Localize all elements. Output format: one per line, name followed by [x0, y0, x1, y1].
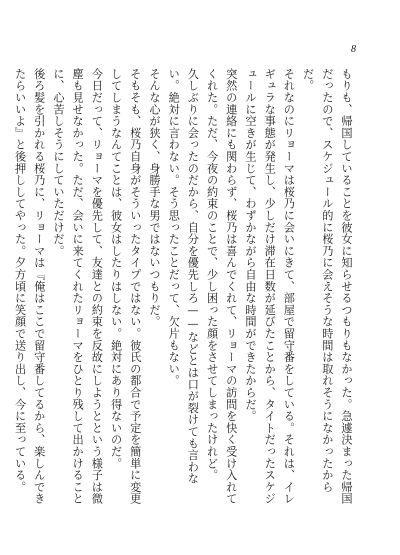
paragraph: 今日だって、リョーマを優先して、友達との約束を反故にしようとという様子は微塵も見せなかった。ただ、会いに来てくれたリョーマをひとり残して出かけることに、心苦しそうにしていただけだ。 [51, 68, 104, 505]
paragraph: もりも、帰国していることを彼女に知らせるつもりもなかった。急遽決まった帰国だったので、スケジュール的に桜乃に会えそうな時間は取れそうになかったからだ。 [301, 68, 353, 505]
page-number: 8 [351, 44, 356, 55]
paragraph: そもそも、桜乃自身がそういったタイプではない。彼氏の都合で予定を簡単に変更してしまうなんてことは、彼女はしたりはしない。絶対にあり得ないのだ。 [109, 68, 142, 505]
body-text [13, 68, 356, 508]
paragraph: それなのにリョーマは桜乃に会いにきて、部屋で留守番をしている。それは、イレギュラな事態が発生し、少しだけ滞在日数が延びたことから、タイトだったスケジュールに空きが生じて、わずかながら自由な時間ができたからだ。 [243, 68, 296, 505]
paragraph: 久しぶりに会ったのだから、自分を優先しろ——などとは口が裂けても言わない。絶対に言わない。そう思ったことだって、欠片もない。 [167, 68, 200, 485]
paragraph: そんな心が狭く、身勝手な男ではないつもりだ。 [147, 68, 161, 328]
paragraph: 後ろ髪を引かれる桜乃に、リョーマは『俺はここで留守番してるから、楽しんできたらいいよ』と後押ししてやった。夕方頃に笑顔で送り出し、今に至っている。 [13, 68, 46, 505]
paragraph: 突然の連絡にも関わらず、桜乃は喜んでくれて、リョーマの訪問を快く受け入れてくれた。ただ、今夜の約束のことで、少し困った顔をさせてしまったけれど。 [205, 68, 238, 505]
